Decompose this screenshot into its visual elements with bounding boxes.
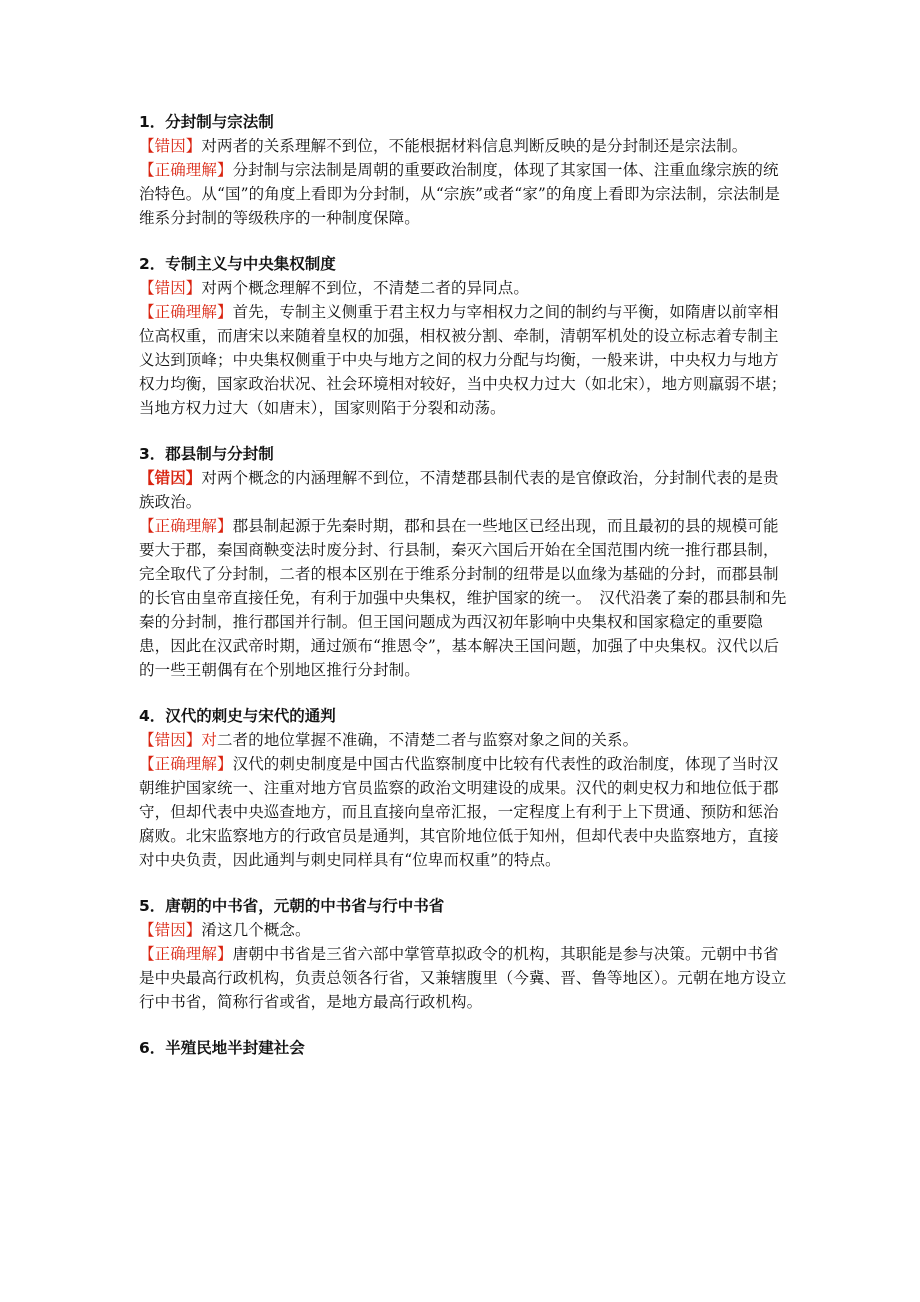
section-3 [139,442,787,682]
document-body [139,110,787,1082]
section-heading: 1．分封制与宗法制 [139,113,274,131]
error-cause-text: 淆这几个概念。 [201,921,311,939]
correct-understanding-tag: 【正确理解】 [139,755,233,773]
section-2 [139,252,787,420]
error-cause-text: 对两个概念理解不到位，不清楚二者的异同点。 [201,279,530,297]
correct-understanding-text: 首先，专制主义侧重于君主权力与宰相权力之间的制约与平衡，如隋唐以前宰相位高权重，而唐宋以来随着皇权的加强，相权被分割、牵制，清朝军机处的设立标志着专制主义达到顶峰；中央集权侧重于中央与地方之间的权力分配与均衡，一般来讲，中央权力与地方权力均衡，国家政治状况、社会环境相对较好，当中央权力过大（如北宋），地方则羸弱不堪；当地方权力过大（如唐末），国家则陷于分裂和动荡。 [139,303,787,417]
correct-understanding-text: 汉代的刺史制度是中国古代监察制度中比较有代表性的政治制度，体现了当时汉朝维护国家统一、注重对地方官员监察的政治文明建设的成果。汉代的刺史权力和地位低于郡守，但却代表中央巡查地方，而且直接向皇帝汇报，一定程度上有利于上下贯通、预防和惩治腐败。北宋监察地方的行政官员是通判，其官阶地位低于知州，但却代表中央监察地方，直接对中央负责，因此通判与刺史同样具有“位卑而权重”的特点。 [139,755,779,869]
section-6 [139,1036,787,1060]
correct-understanding-tag: 【正确理解】 [139,303,233,321]
error-cause-tag: 【错因】 [139,468,202,487]
section-heading: 5．唐朝的中书省，元朝的中书省与行中书省 [139,897,445,915]
section-heading: 2．专制主义与中央集权制度 [139,255,336,273]
correct-understanding-paragraph [139,752,787,872]
error-cause-tag: 【错因】 [139,731,202,749]
section-heading: 4．汉代的刺史与宋代的通判 [139,707,336,725]
error-cause-paragraph [139,728,787,752]
error-cause-paragraph [139,134,787,158]
correct-understanding-paragraph [139,514,787,682]
section-heading: 6．半殖民地半封建社会 [139,1039,305,1057]
correct-understanding-paragraph [139,158,787,230]
section-4 [139,704,787,872]
correct-understanding-text: 唐朝中书省是三省六部中掌管草拟政令的机构，其职能是参与决策。元朝中书省是中央最高行政机构，负责总领各行省，又兼辖腹里（今冀、晋、鲁等地区）。元朝在地方设立行中书省，简称行省或省，是地方最高行政机构。 [139,945,787,1011]
section-1 [139,110,787,230]
error-cause-paragraph [139,276,787,300]
error-cause-text: 对两者的关系理解不到位，不能根据材料信息判断反映的是分封制还是宗法制。 [201,137,748,155]
correct-understanding-tag: 【正确理解】 [139,517,233,535]
correct-understanding-paragraph [139,300,787,420]
section-5 [139,894,787,1014]
error-cause-tag: 【错因】 [139,921,202,939]
correct-understanding-text: 郡县制起源于先秦时期，郡和县在一些地区已经出现，而且最初的县的规模可能要大于郡，秦国商鞅变法时废分封、行县制，秦灭六国后开始在全国范围内统一推行郡县制，完全取代了分封制，二者的根本区别在于维系分封制的纽带是以血缘为基础的分封，而郡县制的长官由皇帝直接任免，有利于加强中央集权，维护国家的统一。 汉代沿袭了秦的郡县制和先秦的分封制，推行郡国并行制。但王国问题成为西汉初年影响中央集权和国家稳定的重要隐患，因此在汉武帝时期，通过颁布“推恩令”，基本解决王国问题，加强了中央集权。汉代以后的一些王朝偶有在个别地区推行分封制。 [139,517,787,679]
error-cause-text: 二者的地位掌握不准确，不清楚二者与监察对象之间的关系。 [217,731,639,749]
correct-understanding-paragraph [139,942,787,1014]
error-cause-text: 对两个概念的内涵理解不到位，不清楚郡县制代表的是官僚政治，分封制代表的是贵族政治。 [139,469,779,511]
correct-understanding-text: 分封制与宗法制是周朝的重要政治制度，体现了其家国一体、注重血缘宗族的统治特色。从“国”的角度上看即为分封制，从“宗族”或者“家”的角度上看即为宗法制，宗法制是维系分封制的等级秩序的一种制度保障。 [139,161,780,227]
error-cause-paragraph [139,918,787,942]
error-cause-paragraph [139,466,787,514]
correct-understanding-tag: 【正确理解】 [139,161,233,179]
section-heading: 3．郡县制与分封制 [139,445,274,463]
error-cause-tag: 【错因】 [139,279,202,297]
error-cause-red-prefix: 对 [201,731,218,749]
correct-understanding-tag: 【正确理解】 [139,945,233,963]
error-cause-tag: 【错因】 [139,137,202,155]
